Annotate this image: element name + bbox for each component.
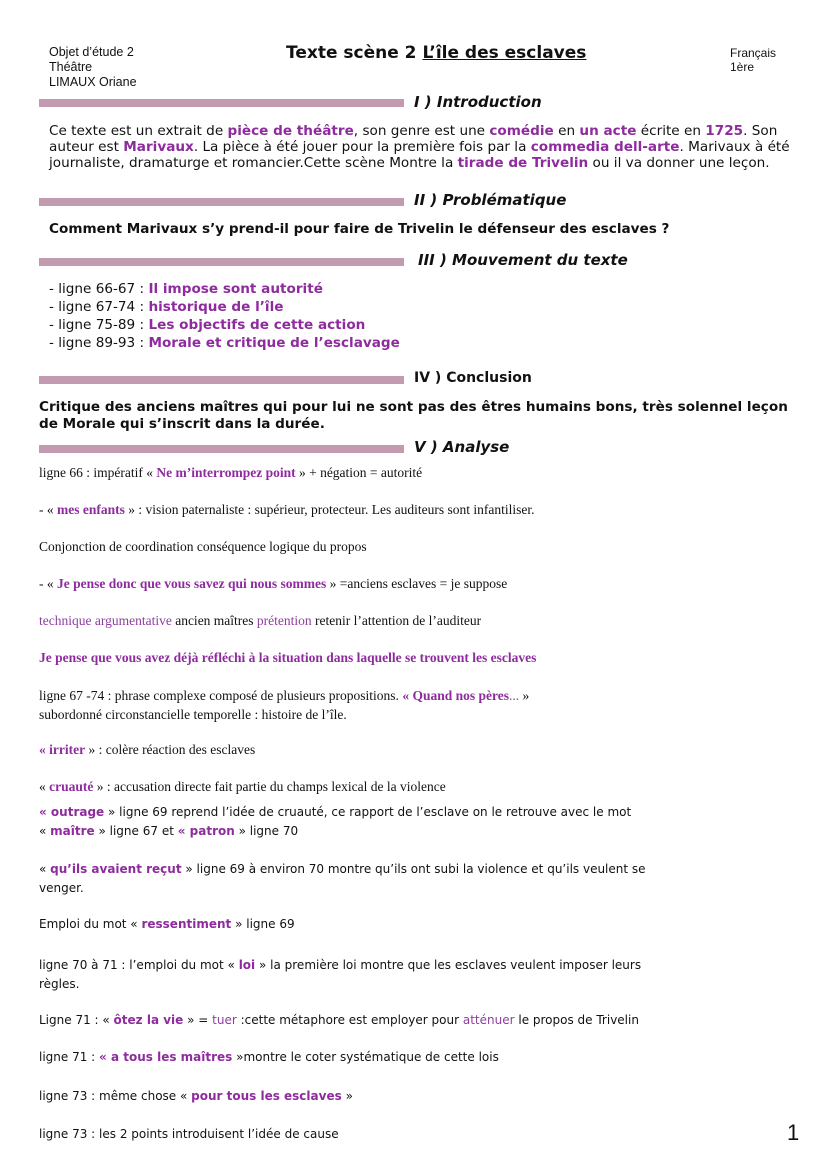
section-divider — [39, 445, 404, 453]
movement-lines: - ligne 66-67 : — [49, 281, 149, 297]
analysis-text: « — [39, 824, 51, 838]
analysis-highlight: ... — [508, 688, 520, 703]
analysis-line — [39, 1050, 499, 1064]
movement-label: Les objectifs de cette action — [148, 317, 366, 333]
analysis-text: » la première loi montre que les esclaves veulent imposer leurs — [255, 958, 642, 972]
page-title — [286, 43, 586, 63]
intro-text: . La pièce à été jouer pour la première fois par la — [193, 139, 531, 155]
section-movement-title: III ) Mouvement du texte — [418, 251, 628, 269]
intro-highlight: Marivaux — [123, 139, 194, 155]
analysis-quote: « patron — [177, 824, 235, 838]
header-right — [730, 46, 776, 74]
movement-label: historique de l’île — [148, 299, 284, 315]
intro-highlight: tirade de Trivelin — [457, 155, 589, 171]
analysis-quote: Ne m’interrompez point — [156, 465, 296, 480]
section-analysis-title: V ) Analyse — [414, 438, 510, 456]
analysis-line — [39, 917, 295, 931]
section-divider — [39, 258, 404, 266]
analysis-line: ligne 73 : les 2 points introduisent l’idée de cause — [39, 1127, 339, 1141]
analysis-text: » ligne 69 reprend l’idée de cruauté, ce rapport de l’esclave on le retrouve avec le mot — [104, 805, 632, 819]
intro-highlight: 1725 — [705, 123, 744, 139]
movement-label: Morale et critique de l’esclavage — [148, 335, 400, 351]
analysis-text: subordonné circonstancielle temporelle : histoire de l’île. — [39, 707, 347, 722]
analysis-quote: maître — [50, 824, 95, 838]
intro-text: écrite en — [636, 123, 706, 139]
analysis-quote: ôtez la vie — [113, 1013, 184, 1027]
analysis-text: retenir l’attention de l’auditeur — [311, 613, 482, 628]
section-divider — [39, 198, 404, 206]
intro-highlight: comédie — [489, 123, 554, 139]
intro-text: . Marivaux à été journaliste, dramaturge et romancier.Cette scène Montre la — [49, 139, 790, 171]
section-divider — [39, 376, 404, 384]
analysis-text: » =anciens esclaves = je suppose — [326, 576, 508, 591]
analysis-quote: loi — [238, 958, 256, 972]
page-number: 1 — [787, 1120, 800, 1145]
list-item — [49, 298, 400, 316]
analysis-quote: « irriter — [39, 742, 86, 757]
analysis-highlight: prétention — [256, 613, 312, 628]
intro-text: ou il va donner une leçon. — [588, 155, 770, 171]
analysis-line — [39, 576, 507, 592]
analysis-text: ligne 71 : — [39, 1050, 100, 1064]
analysis-text: » — [341, 1089, 353, 1103]
analysis-line — [39, 956, 641, 994]
analysis-quote: pour tous les esclaves — [191, 1089, 342, 1103]
analysis-line — [39, 860, 646, 898]
analysis-line — [39, 613, 481, 629]
movement-label: Il impose sont autorité — [148, 281, 323, 297]
analysis-text: « — [39, 862, 51, 876]
title-prefix: Texte scène 2 — [286, 43, 423, 63]
analysis-text: ligne 67 -74 : phrase complexe composé de plusieurs propositions. — [39, 688, 403, 703]
analysis-text: « — [39, 779, 50, 794]
analysis-text: »montre le coter systématique de cette lois — [232, 1050, 499, 1064]
list-item — [49, 334, 400, 352]
section-intro-title: I ) Introduction — [414, 93, 542, 111]
intro-highlight: pièce de théâtre — [227, 123, 354, 139]
conclusion-text: Critique des anciens maîtres qui pour lui ne sont pas des êtres humains bons, très solennel leçon de Morale qui s’inscrit dans la durée. — [39, 399, 788, 432]
analysis-text: ligne 70 à 71 : l’emploi du mot « — [39, 958, 239, 972]
section-divider — [39, 99, 404, 107]
analysis-quote: ressentiment — [141, 917, 232, 931]
analysis-highlight: tuer — [212, 1013, 237, 1027]
analysis-text: :cette métaphore est employer pour — [236, 1013, 463, 1027]
movement-lines: - ligne 75-89 : — [49, 317, 149, 333]
analysis-quote: « outrage — [39, 805, 105, 819]
movement-lines: - ligne 67-74 : — [49, 299, 149, 315]
intro-text: Ce texte est un extrait de — [49, 123, 228, 139]
movement-list — [49, 280, 400, 352]
analysis-quote: « Quand nos pères — [402, 688, 509, 703]
analysis-text: » = — [183, 1013, 213, 1027]
analysis-text: » : accusation directe fait partie du champs lexical de la violence — [93, 779, 446, 794]
analysis-line — [39, 779, 446, 795]
author-name: LIMAUX Oriane — [49, 75, 137, 89]
subject-label: Français — [730, 46, 777, 60]
analysis-line — [39, 742, 255, 758]
intro-text: en — [553, 123, 580, 139]
analysis-text: ligne 73 : même chose « — [39, 1089, 192, 1103]
intro-paragraph — [49, 123, 797, 171]
analysis-text: » — [519, 688, 530, 703]
analysis-line — [39, 465, 422, 481]
course-label: Objet d’étude 2 — [49, 45, 134, 59]
analysis-line — [39, 1013, 639, 1027]
analysis-quote: Je pense donc que vous savez qui nous sommes — [57, 576, 327, 591]
analysis-text: » ligne 70 — [234, 824, 299, 838]
class-label: 1ère — [730, 60, 755, 74]
analysis-text: » ligne 69 — [231, 917, 295, 931]
analysis-line: Conjonction de coordination conséquence logique du propos — [39, 539, 367, 554]
intro-text: , son genre est une — [353, 123, 490, 139]
analysis-line — [39, 1089, 353, 1103]
analysis-text: Ligne 71 : « — [39, 1013, 114, 1027]
analysis-text: - « — [39, 576, 57, 591]
analysis-highlight: atténuer — [462, 1013, 515, 1027]
analysis-text: » ligne 67 et — [94, 824, 178, 838]
analysis-text: » : colère réaction des esclaves — [85, 742, 256, 757]
analysis-text: le propos de Trivelin — [514, 1013, 639, 1027]
analysis-quote: « a tous les maîtres — [99, 1050, 233, 1064]
analysis-line — [39, 803, 631, 841]
intro-text: . Son auteur est — [49, 123, 778, 155]
analysis-text: » + négation = autorité — [295, 465, 423, 480]
analysis-text: - « — [39, 502, 57, 517]
problem-question: Comment Marivaux s’y prend-il pour faire de Trivelin le défenseur des esclaves ? — [49, 221, 670, 237]
genre-label: Théâtre — [49, 60, 93, 74]
header-left — [49, 45, 137, 90]
analysis-text: » : vision paternaliste : supérieur, protecteur. Les auditeurs sont infantiliser. — [124, 502, 535, 517]
title-link: L’île des esclaves — [422, 43, 587, 63]
analysis-quote: cruauté — [49, 779, 94, 794]
analysis-line — [39, 502, 534, 518]
analysis-highlight: technique argumentative — [39, 613, 172, 628]
movement-lines: - ligne 89-93 : — [49, 335, 149, 351]
analysis-text: ligne 66 : impératif « — [39, 465, 157, 480]
analysis-text: règles. — [39, 977, 80, 991]
section-problem-title: II ) Problématique — [414, 191, 567, 209]
analysis-line: Je pense que vous avez déjà réfléchi à la situation dans laquelle se trouvent les esclaves — [39, 650, 537, 665]
analysis-text: » ligne 69 à environ 70 montre qu’ils ont subi la violence et qu’ils veulent se — [181, 862, 646, 876]
section-conclusion-title: IV ) Conclusion — [414, 370, 532, 386]
list-item — [49, 280, 400, 298]
intro-highlight: commedia dell-arte — [530, 139, 680, 155]
analysis-text: venger. — [39, 881, 84, 895]
analysis-quote: qu’ils avaient reçut — [50, 862, 182, 876]
analysis-line — [39, 686, 529, 724]
list-item — [49, 316, 400, 334]
analysis-text: Emploi du mot « — [39, 917, 142, 931]
analysis-text: ancien maîtres — [171, 613, 257, 628]
intro-highlight: un acte — [579, 123, 637, 139]
analysis-quote: mes enfants — [57, 502, 125, 517]
